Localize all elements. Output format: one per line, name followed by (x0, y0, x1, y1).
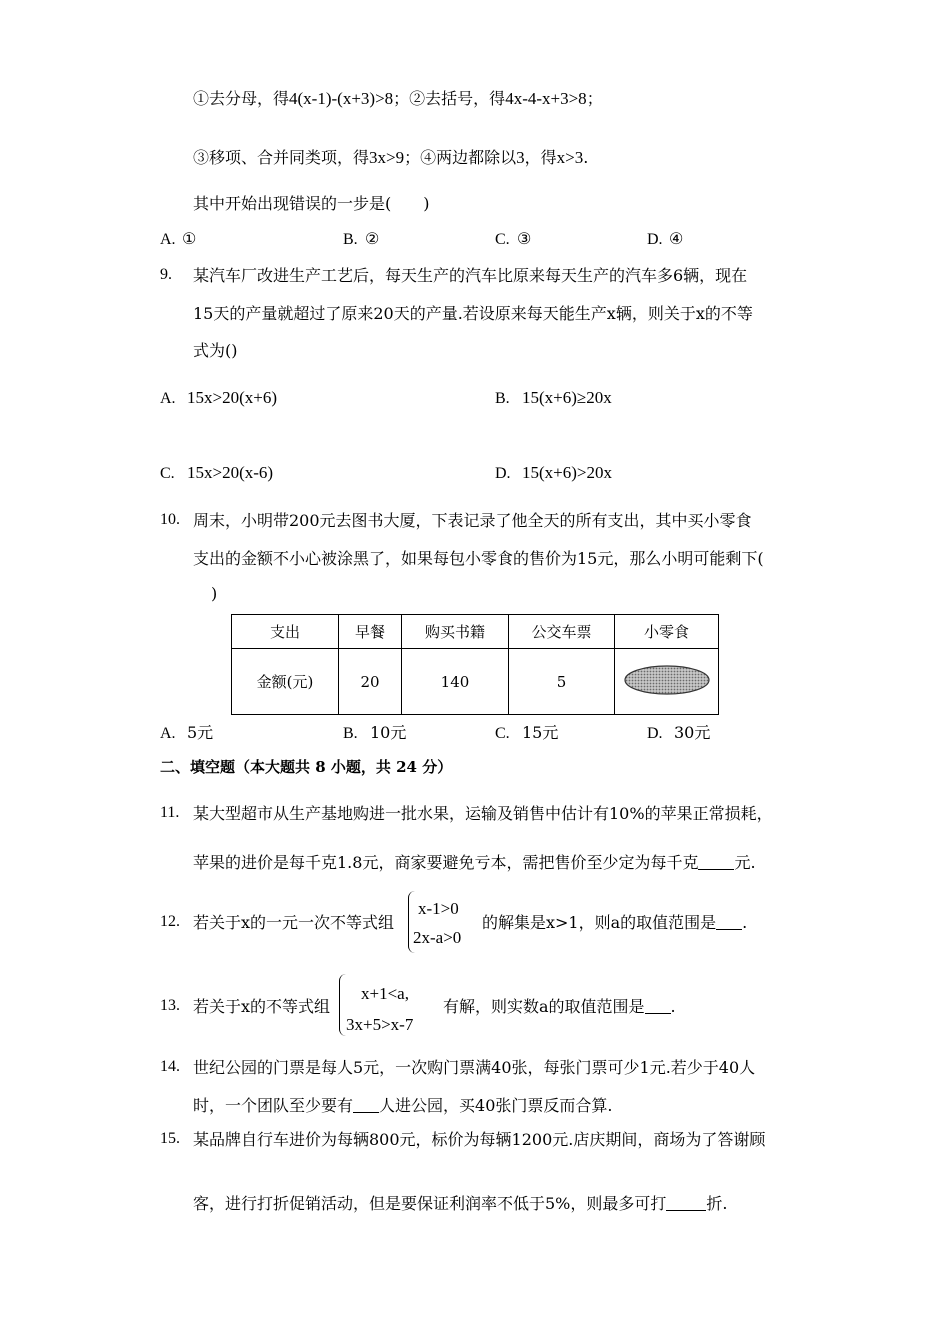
q9-line-1: 某汽车厂改进生产工艺后，每天生产的汽车比原来每天生产的汽车多6辆，现在 (193, 266, 748, 285)
q9-option-c[interactable] (160, 463, 273, 483)
q10-line-3: ) (211, 584, 218, 603)
option-text: 15(x+6)≥20x (522, 388, 612, 407)
table-row-label: 金额(元) (232, 649, 339, 715)
q12-number: 12. (160, 913, 180, 930)
q13-text-b-line (443, 997, 676, 1017)
q14-line-1: 世纪公园的门票是每人5元，一次购门票满40张，每张门票可少1元.若少于40人 (193, 1058, 756, 1077)
table-cell: 140 (402, 649, 509, 715)
q9-line-2: 15天的产量就超过了原来20天的产量.若设原来每天能生产x辆，则关于x的不等 (193, 304, 753, 323)
option-text: 15(x+6)>20x (522, 463, 612, 482)
q8-step1-text: ①去分母，得 (193, 89, 290, 108)
q10-line-1: 周末，小明带200元去图书大厦，下表记录了他全天的所有支出，其中买小零食 (193, 511, 752, 530)
q13-system-eq-2: 3x+5>x-7 (346, 1015, 414, 1034)
q13-text-b: 有解，则实数a的取值范围是 (443, 997, 645, 1016)
q11-unit: 元. (734, 853, 756, 872)
q11-number: 11. (160, 804, 180, 821)
q14-text-2: 人进公园，买40张门票反而合算. (379, 1096, 613, 1115)
option-text: 30元 (674, 723, 711, 742)
q12-text-a: 若关于x的一元一次不等式组 (193, 913, 395, 932)
q11-text: 苹果的进价是每千克1.8元，商家要避免亏本，需把售价至少定为每千克 (193, 853, 699, 872)
table-row (232, 649, 719, 715)
q8-step4-end: . (583, 148, 589, 167)
q13-end: . (670, 997, 676, 1016)
q15-line-2 (193, 1194, 727, 1214)
table-header-cell: 早餐 (339, 615, 402, 649)
q11-line-2 (193, 853, 756, 873)
q10-number: 10. (160, 511, 180, 528)
q13-number: 13. (160, 997, 180, 1014)
q14-text: 时，一个团队至少要有 (193, 1096, 354, 1115)
q10-option-d[interactable] (647, 720, 710, 743)
option-letter: D. (495, 465, 511, 482)
q15-number: 15. (160, 1130, 180, 1147)
q9-option-a[interactable] (160, 388, 277, 408)
option-letter: A. (160, 390, 176, 407)
q15-end: 折. (706, 1194, 728, 1213)
q8-option-c[interactable] (495, 229, 531, 249)
option-text: 15x>20(x+6) (187, 388, 277, 407)
q9-number: 9. (160, 266, 172, 283)
q8-step-line-2 (193, 148, 588, 168)
table-header-cell: 支出 (232, 615, 339, 649)
q12-text-b: 的解集是x>1，则a的取值范围是 (482, 913, 717, 932)
q15-text: 客，进行打折促销活动，但是要保证利润率不低于5%，则最多可打 (193, 1194, 667, 1213)
table-header-row (232, 615, 719, 649)
q8-step4-text-2: ，得 (524, 148, 557, 167)
q11-line-1: 某大型超市从生产基地购进一批水果，运输及销售中估计有10%的苹果正常损耗， (193, 804, 773, 823)
table-header-cell: 公交车票 (509, 615, 615, 649)
q13-system-eq-1: x+1<a, (361, 984, 409, 1003)
q15-line-1: 某品牌自行车进价为每辆800元，标价为每辆1200元.店庆期间，商场为了答谢顾 (193, 1130, 766, 1149)
option-text: ② (365, 229, 380, 248)
blacked-out-ellipse-icon (622, 664, 712, 696)
q12-text-b-line (482, 913, 747, 933)
expense-table (231, 614, 719, 715)
q14-number: 14. (160, 1058, 180, 1075)
option-letter: C. (495, 231, 510, 248)
q10-line-2: 支出的金额不小心被涂黑了，如果每包小零食的售价为15元，那么小明可能剩下( (193, 549, 764, 568)
option-letter: B. (343, 725, 358, 742)
q8-step2-end: ； (586, 89, 603, 108)
section-title: 二、填空题（本大题共 8 小题，共 24 分） (160, 758, 453, 776)
option-text: ③ (517, 229, 532, 248)
option-letter: A. (160, 725, 176, 742)
table-cell: 20 (339, 649, 402, 715)
table-header-cell: 购买书籍 (402, 615, 509, 649)
q8-step3-text: ③移项、合并同类项，得 (193, 148, 370, 167)
table-cell-blacked-out (615, 649, 719, 715)
q8-option-d[interactable] (647, 229, 683, 249)
q8-option-b[interactable] (343, 229, 379, 249)
option-letter: C. (160, 465, 175, 482)
q12-system-eq-2: 2x-a>0 (413, 928, 462, 947)
q14-line-2 (193, 1096, 612, 1116)
q10-option-c[interactable] (495, 720, 558, 743)
q8-step-line-1 (193, 89, 603, 109)
table-header-cell: 小零食 (615, 615, 719, 649)
option-letter: D. (647, 231, 663, 248)
q9-option-b[interactable] (495, 388, 612, 408)
q8-step3-math: 3x>9 (369, 148, 405, 167)
option-text: 15元 (522, 723, 559, 742)
answer-blank[interactable] (698, 853, 734, 870)
table-cell: 5 (509, 649, 615, 715)
q13-text-a: 若关于x的不等式组 (193, 997, 331, 1016)
q10-option-b[interactable] (343, 720, 406, 743)
answer-blank[interactable] (645, 997, 671, 1014)
q12-system-eq-1: x-1>0 (418, 899, 459, 918)
q8-option-a[interactable] (160, 229, 196, 249)
q8-step1-math: 4(x-1)-(x+3)>8 (289, 89, 394, 108)
option-letter: D. (647, 725, 663, 742)
q8-step4-math: 3 (516, 148, 525, 167)
option-letter: B. (495, 390, 510, 407)
q9-option-d[interactable] (495, 463, 612, 483)
answer-blank[interactable] (353, 1096, 379, 1113)
q8-step4-result: x>3 (556, 148, 584, 167)
answer-blank[interactable] (716, 913, 742, 930)
option-letter: A. (160, 231, 176, 248)
answer-blank[interactable] (666, 1194, 706, 1211)
q10-option-a[interactable] (160, 720, 213, 743)
q9-line-3: 式为() (193, 341, 238, 360)
q8-step2-math: 4x-4-x+3>8 (505, 89, 587, 108)
option-letter: C. (495, 725, 510, 742)
q8-step2-text: ；②去括号，得 (393, 89, 506, 108)
option-text: ④ (669, 229, 684, 248)
q12-end: . (742, 913, 748, 932)
option-text: ① (182, 229, 197, 248)
option-text: 15x>20(x-6) (187, 463, 274, 482)
q8-step4-text: ；④两边都除以 (404, 148, 517, 167)
q8-prompt: 其中开始出现错误的一步是( ) (193, 194, 430, 213)
option-text: 10元 (370, 723, 407, 742)
option-text: 5元 (187, 723, 214, 742)
option-letter: B. (343, 231, 358, 248)
q13-system-brace (339, 974, 346, 1036)
